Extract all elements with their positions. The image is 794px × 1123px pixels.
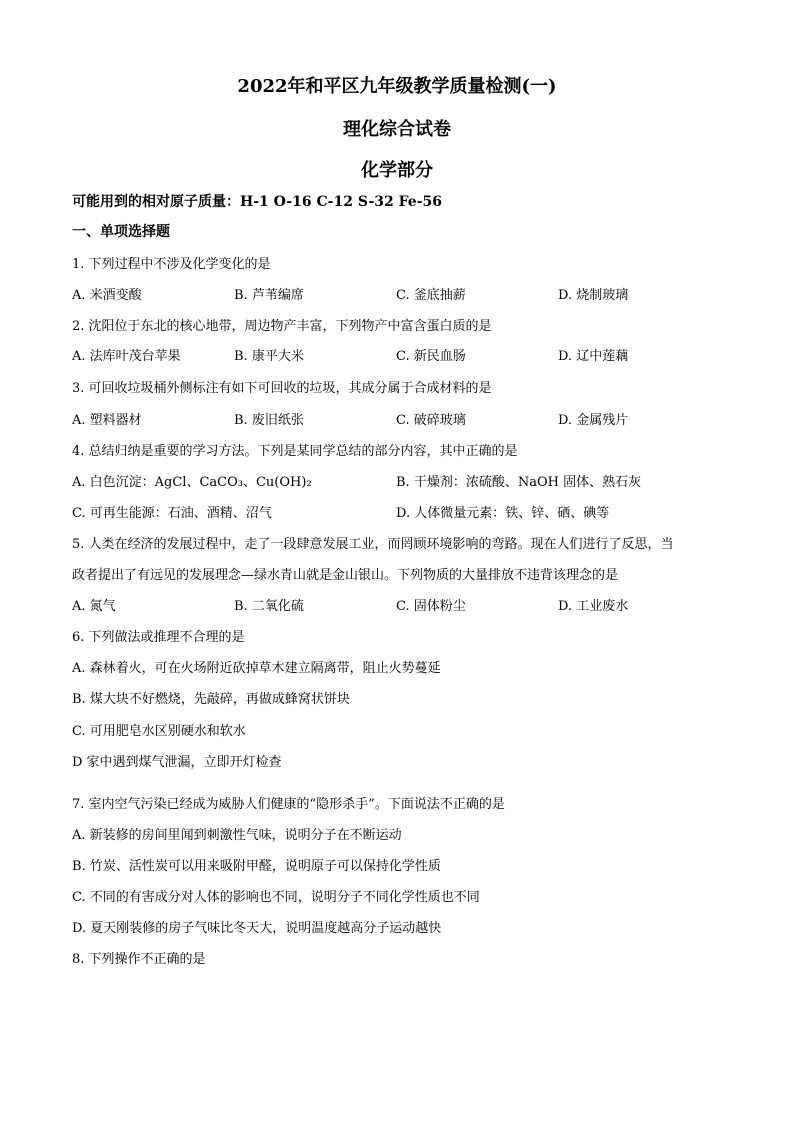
question-7-option-a: A. 新装修的房间里闻到刺激性气味，说明分子在不断运动 [72, 828, 402, 843]
exam-subtitle: 理化综合试卷 [343, 119, 451, 140]
question-3-stem: 3. 可回收垃圾桶外侧标注有如下可回收的垃圾，其成分属于合成材料的是 [72, 381, 492, 396]
part-heading: 一、单项选择题 [72, 224, 170, 240]
question-1-option-b: B. 芦苇编席 [234, 288, 304, 303]
question-6-option-c: C. 可用肥皂水区别硬水和软水 [72, 724, 246, 739]
question-5-stem-line-1: 5. 人类在经济的发展过程中，走了一段肆意发展工业，而罔顾环境影响的弯路。现在人们进行了反思，当 [72, 537, 674, 552]
question-1-stem: 1. 下列过程中不涉及化学变化的是 [72, 257, 271, 272]
question-3-option-b: B. 废旧纸张 [234, 413, 304, 428]
question-6-stem: 6. 下列做法或推理不合理的是 [72, 630, 245, 645]
question-6-option-b: B. 煤大块不好燃烧，先敲碎，再做成蜂窝状饼块 [72, 692, 350, 707]
question-2-option-a: A. 法库叶茂台苹果 [72, 349, 181, 364]
question-7-option-b: B. 竹炭、活性炭可以用来吸附甲醛，说明原子可以保持化学性质 [72, 859, 441, 874]
question-5-option-d: D. 工业废水 [558, 599, 629, 614]
question-3-option-a: A. 塑料器材 [72, 413, 142, 428]
question-1-option-d: D. 烧制玻璃 [558, 288, 629, 303]
question-6-option-d: D 家中遇到煤气泄漏，立即开灯检查 [72, 755, 282, 770]
question-7-stem: 7. 室内空气污染已经成为威胁人们健康的“隐形杀手”。下面说法不正确的是 [72, 797, 505, 812]
question-2-stem: 2. 沈阳位于东北的核心地带，周边物产丰富，下列物产中富含蛋白质的是 [72, 319, 492, 334]
question-4-stem: 4. 总结归纳是重要的学习方法。下列是某同学总结的部分内容，其中正确的是 [72, 444, 518, 459]
question-4-option-a: A. 白色沉淀：AgCl、CaCO₃、Cu(OH)₂ [72, 475, 312, 490]
question-4-option-d: D. 人体微量元素：铁、锌、硒、碘等 [396, 506, 610, 521]
question-5-stem-line-2: 政者提出了有远见的发展理念—绿水青山就是金山银山。下列物质的大量排放不违背该理念的是 [72, 568, 619, 583]
question-3-option-d: D. 金属残片 [558, 413, 629, 428]
question-1-option-c: C. 釜底抽薪 [396, 288, 466, 303]
question-2-option-c: C. 新民血肠 [396, 349, 466, 364]
question-5-option-a: A. 氮气 [72, 599, 116, 614]
question-5-option-b: B. 二氧化硫 [234, 599, 304, 614]
question-7-option-c: C. 不同的有害成分对人体的影响也不同，说明分子不同化学性质也不同 [72, 890, 480, 905]
question-1-option-a: A. 米酒变酸 [72, 288, 142, 303]
question-2-option-d: D. 辽中莲藕 [558, 349, 629, 364]
question-5-option-c: C. 固体粉尘 [396, 599, 466, 614]
section-title: 化学部分 [361, 160, 433, 181]
question-4-option-c: C. 可再生能源：石油、酒精、沼气 [72, 506, 272, 521]
question-7-option-d: D. 夏天刚装修的房子气味比冬天大，说明温度越高分子运动越快 [72, 921, 442, 936]
exam-title: 2022年和平区九年级教学质量检测(一) [237, 76, 557, 97]
question-4-option-b: B. 干燥剂：浓硫酸、NaOH 固体、熟石灰 [396, 475, 642, 490]
atomic-mass-line: 可能用到的相对原子质量：H-1 O-16 C-12 S-32 Fe-56 [72, 194, 443, 210]
question-6-option-a: A. 森林着火，可在火场附近砍掉草木建立隔离带，阻止火势蔓延 [72, 661, 441, 676]
question-8-stem: 8. 下列操作不正确的是 [72, 952, 206, 967]
question-3-option-c: C. 破碎玻璃 [396, 413, 466, 428]
question-2-option-b: B. 康平大米 [234, 349, 304, 364]
